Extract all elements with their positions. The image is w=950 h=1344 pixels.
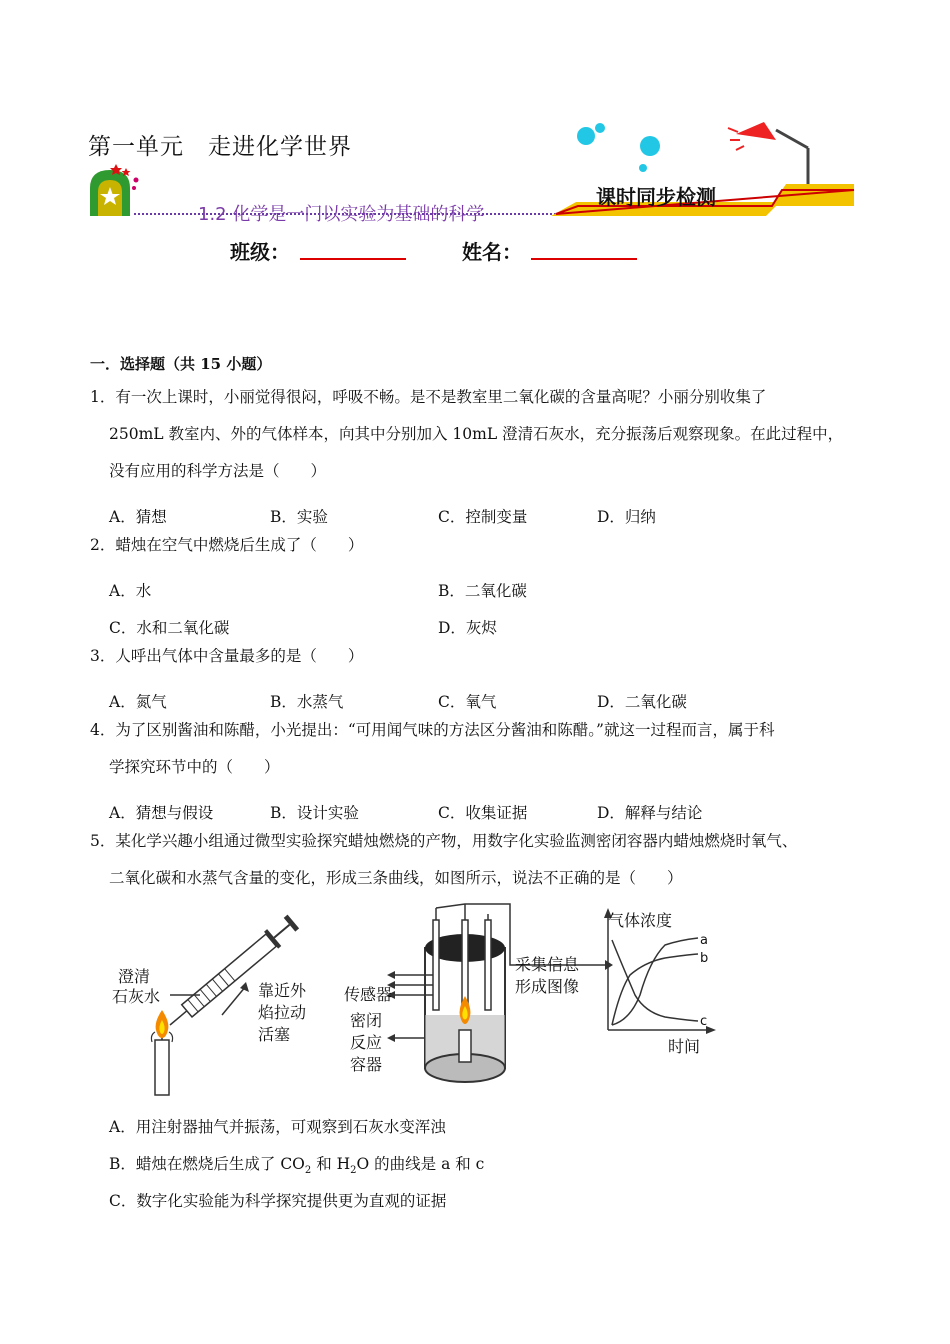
- label-pull-3: 活塞: [258, 1025, 291, 1044]
- class-label: 班级：: [230, 240, 290, 264]
- option-4b[interactable]: B．设计实验: [270, 804, 359, 822]
- lamp-icon: [736, 122, 776, 140]
- label-limewater-1: 澄清: [118, 967, 151, 986]
- option-2b[interactable]: B．二氧化碳: [438, 582, 527, 600]
- question-2-line-1: 2．蜡烛在空气中燃烧后生成了（ ）: [90, 536, 364, 554]
- label-closed-3: 容器: [350, 1055, 383, 1074]
- curve-b-label: b: [700, 951, 709, 966]
- candle-icon: [155, 1040, 169, 1095]
- curve-c-label: c: [700, 1014, 708, 1029]
- label-sensor: 传感器: [344, 985, 393, 1004]
- option-3d[interactable]: D．二氧化碳: [597, 693, 687, 711]
- chart-y-label: 气体浓度: [608, 911, 673, 930]
- option-5a[interactable]: A．用注射器抽气并振荡，可观察到石灰水变浑浊: [109, 1118, 446, 1136]
- label-pull-2: 焰拉动: [258, 1003, 307, 1022]
- option-2d[interactable]: D．灰烬: [438, 619, 497, 637]
- option-5b-post: O 的曲线是 a 和 c: [356, 1155, 485, 1173]
- question-5-line-2: 二氧化碳和水蒸气含量的变化，形成三条曲线，如图所示，说法不正确的是（ ）: [109, 869, 683, 887]
- option-3c[interactable]: C．氧气: [438, 693, 497, 711]
- question-1-line-1: 1．有一次上课时，小丽觉得很闷，呼吸不畅。是不是教室里二氧化碳的含量高呢？小丽分别收集了: [90, 388, 767, 406]
- name-label: 姓名：: [462, 240, 522, 264]
- option-3a[interactable]: A．氮气: [109, 693, 167, 711]
- option-2a[interactable]: A．水: [109, 582, 152, 600]
- option-3b[interactable]: B．水蒸气: [270, 693, 344, 711]
- question-3-line-1: 3．人呼出气体中含量最多的是（ ）: [90, 647, 364, 665]
- experiment-figure: [100, 900, 740, 1100]
- option-4c[interactable]: C．收集证据: [438, 804, 528, 822]
- option-1b[interactable]: B．实验: [270, 508, 328, 526]
- class-field[interactable]: [300, 258, 406, 260]
- curve-a-line: [612, 938, 698, 1025]
- option-4d[interactable]: D．解释与结论: [597, 804, 703, 822]
- curve-a-label: a: [700, 933, 708, 948]
- option-5c[interactable]: C．数字化实验能为科学探究提供更为直观的证据: [109, 1192, 447, 1210]
- question-1-line-2: 250mL 教室内、外的气体样本，向其中分别加入 10mL 澄清石灰水，充分振荡后观察现象。在此过程中，: [109, 425, 844, 443]
- syringe-candle-diagram: [112, 913, 307, 1095]
- label-collect-1: 采集信息: [515, 955, 580, 974]
- option-5b[interactable]: [109, 1152, 484, 1176]
- option-1c[interactable]: C．控制变量: [438, 508, 528, 526]
- label-limewater-2: 石灰水: [112, 987, 161, 1006]
- concentration-chart: [604, 908, 716, 1056]
- lesson-title: 1.2 化学是一门以实验为基础的科学: [198, 204, 485, 225]
- label-pull-1: 靠近外: [258, 981, 307, 1000]
- label-closed-1: 密闭: [350, 1011, 383, 1030]
- chart-x-label: 时间: [668, 1037, 701, 1056]
- option-2c[interactable]: C．水和二氧化碳: [109, 619, 230, 637]
- question-5-line-1: 5．某化学兴趣小组通过微型实验探究蜡烛燃烧的产物，用数字化实验监测密闭容器内蜡烛燃烧时氧气、: [90, 832, 798, 850]
- option-5b-sub-1: 2: [304, 1165, 312, 1177]
- question-4-line-2: 学探究环节中的（ ）: [109, 758, 280, 776]
- option-1d[interactable]: D．归纳: [597, 508, 656, 526]
- option-5b-sub-2: 2: [350, 1165, 357, 1177]
- badge-text: 课时同步检测: [596, 185, 716, 209]
- unit-title: 第一单元 走进化学世界: [88, 134, 352, 160]
- name-field[interactable]: [531, 258, 637, 260]
- question-4-line-1: 4．为了区别酱油和陈醋，小光提出：“可用闻气味的方法区分酱油和陈醋。”就这一过程而言，属于科: [90, 721, 775, 739]
- question-1-line-3: 没有应用的科学方法是（ ）: [109, 462, 327, 480]
- label-collect-2: 形成图像: [515, 977, 580, 996]
- option-1a[interactable]: A．猜想: [109, 508, 167, 526]
- curve-b-line: [612, 954, 698, 1025]
- option-4a[interactable]: A．猜想与假设: [109, 804, 214, 822]
- option-5b-pre: B．蜡烛在燃烧后生成了 CO: [109, 1155, 305, 1173]
- closed-container-diagram: [344, 904, 613, 1082]
- section-heading: 一．选择题（共 15 小题）: [90, 355, 272, 373]
- label-closed-2: 反应: [350, 1033, 383, 1052]
- curve-c-line: [612, 940, 698, 1021]
- option-5b-mid: 和 H: [311, 1155, 351, 1173]
